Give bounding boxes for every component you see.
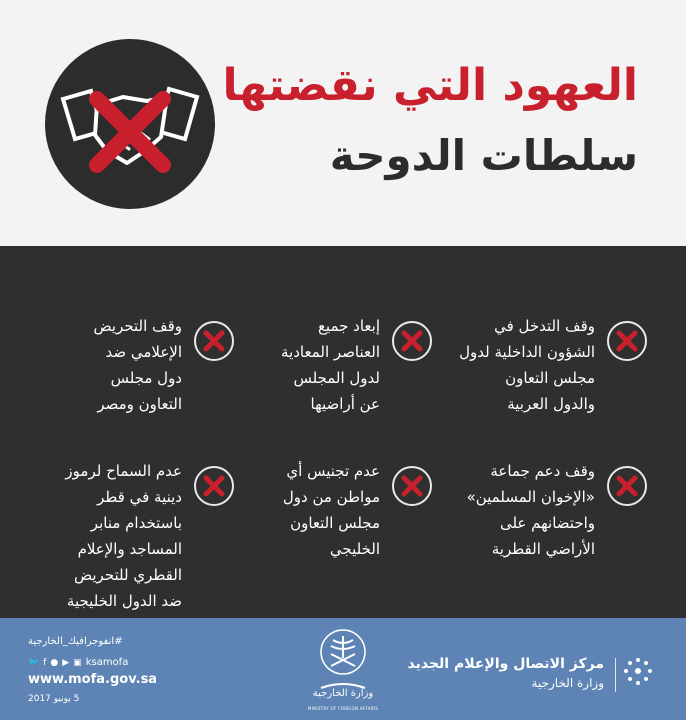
social-row xyxy=(28,657,128,668)
emblem-arabic-name: وزارة الخارجية xyxy=(312,688,374,699)
pledge-item xyxy=(24,462,234,626)
pledge-text: عدم تجنيس أي مواطن من دول مجلس التعاون الخليجي xyxy=(282,462,380,558)
pledge-text: وقف التدخل في الشؤون الداخلية لدول مجلس التعاون والدول العربية xyxy=(459,317,595,413)
footer-divider xyxy=(615,658,616,692)
hashtag: #انفوجرافيك_الخارجية xyxy=(28,636,123,647)
pledge-text: وقف دعم جماعة «الإخوان المسلمين» واحتضانهم على الأراضي القطرية xyxy=(466,462,595,558)
center-logo-icon xyxy=(622,656,654,688)
facebook-icon: f xyxy=(43,657,47,668)
red-x-icon xyxy=(392,321,432,361)
publish-date: 5 يونيو 2017 xyxy=(28,694,80,704)
ministry-emblem xyxy=(299,626,387,716)
pledge-item xyxy=(24,317,234,481)
instagram-icon: ▣ xyxy=(73,657,82,668)
twitter-icon: 🐦 xyxy=(28,657,40,668)
pledge-item xyxy=(222,317,432,481)
pledge-text: وقف التحريض الإعلامي ضد دول مجلس التعاون ومصر xyxy=(93,317,182,413)
center-name: مركز الاتصال والإعلام الجديد xyxy=(407,656,604,672)
title-line-1: العهود التي نقضتها xyxy=(222,60,638,111)
pledge-item xyxy=(222,462,432,626)
red-x-icon xyxy=(392,466,432,506)
red-x-icon xyxy=(607,321,647,361)
pledge-item xyxy=(437,317,647,481)
red-x-icon xyxy=(194,321,234,361)
social-handle: ksamofa xyxy=(85,657,129,668)
emblem-english-name: MINISTRY OF FOREIGN AFFAIRS xyxy=(307,706,379,711)
red-x-icon xyxy=(607,466,647,506)
ministry-name: وزارة الخارجية xyxy=(531,676,604,690)
red-x-icon xyxy=(194,466,234,506)
header xyxy=(0,0,686,246)
footer xyxy=(0,618,686,720)
pledge-text: إبعاد جميع العناصر المعادية لدول المجلس عن أراضيها xyxy=(281,317,380,413)
broken-handshake-icon xyxy=(45,39,215,209)
title-line-2: سلطات الدوحة xyxy=(329,131,638,180)
pledge-text: عدم السماح لرموز دينية في قطر باستخدام منابر المساجد والإعلام القطري للتحريض ضد الدول الخليجية xyxy=(65,462,182,610)
website-link[interactable]: www.mofa.gov.sa xyxy=(28,672,158,687)
pledge-item xyxy=(437,462,647,626)
youtube-icon: ▶ xyxy=(62,657,70,668)
snapchat-icon: ● xyxy=(50,657,59,668)
broken-pledges-panel xyxy=(0,246,686,618)
